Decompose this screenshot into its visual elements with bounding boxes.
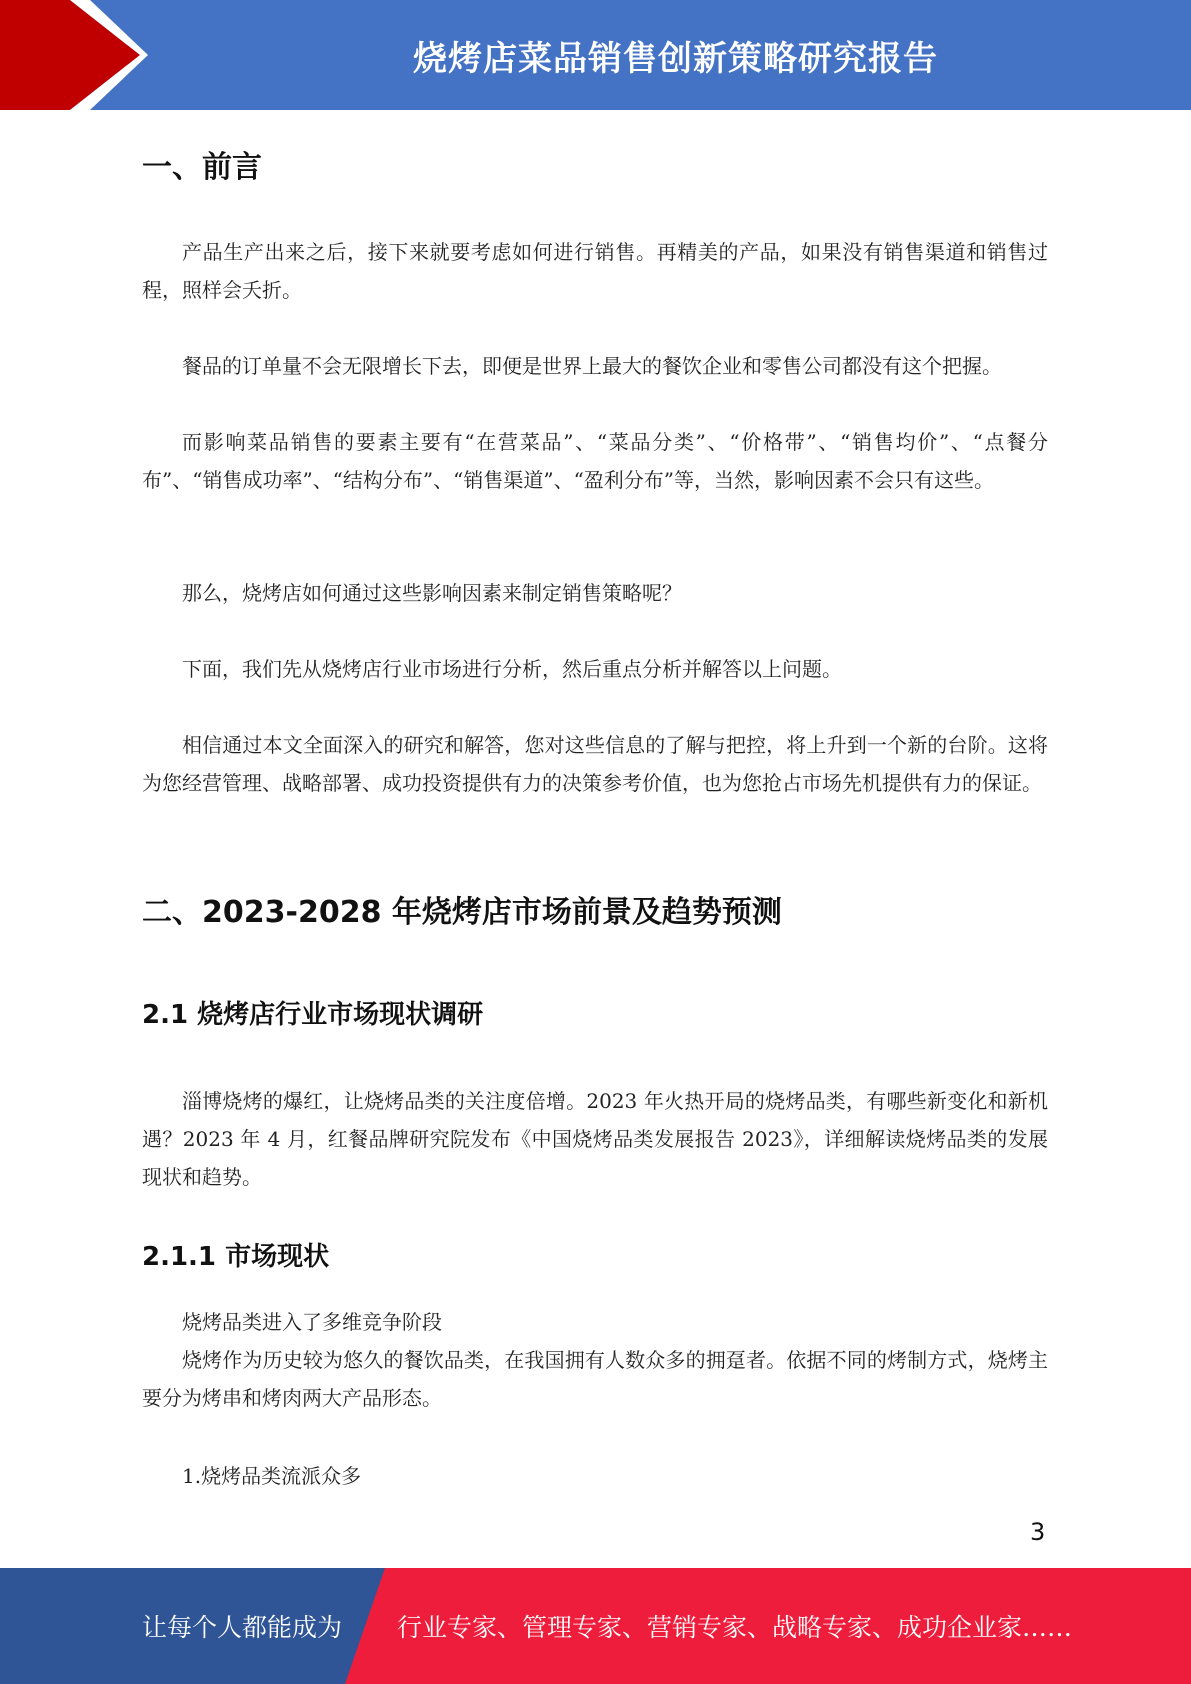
footer-slogan-right: 行业专家、管理专家、营销专家、战略专家、成功企业家…… — [397, 1613, 1073, 1642]
page-header — [0, 0, 1191, 110]
header-arrow-decoration — [0, 0, 170, 110]
paragraph: 而影响菜品销售的要素主要有“在营菜品”、“菜品分类”、“价格带”、“销售均价”、“点餐分布”、“销售成功率”、“结构分布”、“销售渠道”、“盈利分布”等，当然，影响因素不会只有这些。 — [142, 430, 1048, 492]
paragraph: 淄博烧烤的爆红，让烧烤品类的关注度倍增。2023 年火热开局的烧烤品类，有哪些新变化和新机遇？2023 年 4 月，红餐品牌研究院发布《中国烧烤品类发展报告 2023》，详细解读烧烤品类的发展现状和趋势。 — [142, 1089, 1048, 1189]
footer-slogan-left: 让每个人都能成为 — [142, 1613, 343, 1642]
paragraph: 产品生产出来之后，接下来就要考虑如何进行销售。再精美的产品，如果没有销售渠道和销售过程，照样会夭折。 — [142, 240, 1048, 302]
subsubsection-heading: 2.1.1 市场现状 — [142, 1242, 330, 1272]
paragraph: 餐品的订单量不会无限增长下去，即便是世界上最大的餐饮企业和零售公司都没有这个把握。 — [182, 354, 1002, 378]
section-heading-forecast: 二、2023-2028 年烧烤店市场前景及趋势预测 — [142, 895, 782, 930]
paragraph: 烧烤品类进入了多维竞争阶段 — [182, 1310, 442, 1334]
subsection-heading: 2.1 烧烤店行业市场现状调研 — [142, 1000, 484, 1030]
document-title: 烧烤店菜品销售创新策略研究报告 — [413, 38, 938, 79]
paragraph: 那么，烧烤店如何通过这些影响因素来制定销售策略呢？ — [182, 581, 682, 605]
page-footer — [0, 1568, 1191, 1684]
paragraph: 烧烤作为历史较为悠久的餐饮品类，在我国拥有人数众多的拥趸者。依据不同的烤制方式，烧烤主要分为烤串和烤肉两大产品形态。 — [142, 1348, 1048, 1410]
page-number: 3 — [1030, 1518, 1046, 1546]
paragraph: 下面，我们先从烧烤店行业市场进行分析，然后重点分析并解答以上问题。 — [182, 657, 842, 681]
list-item: 1.烧烤品类流派众多 — [182, 1464, 362, 1488]
section-heading-preface: 一、前言 — [142, 150, 262, 185]
paragraph: 相信通过本文全面深入的研究和解答，您对这些信息的了解与把控，将上升到一个新的台阶。这将为您经营管理、战略部署、成功投资提供有力的决策参考价值，也为您抢占市场先机提供有力的保证。 — [142, 733, 1048, 795]
